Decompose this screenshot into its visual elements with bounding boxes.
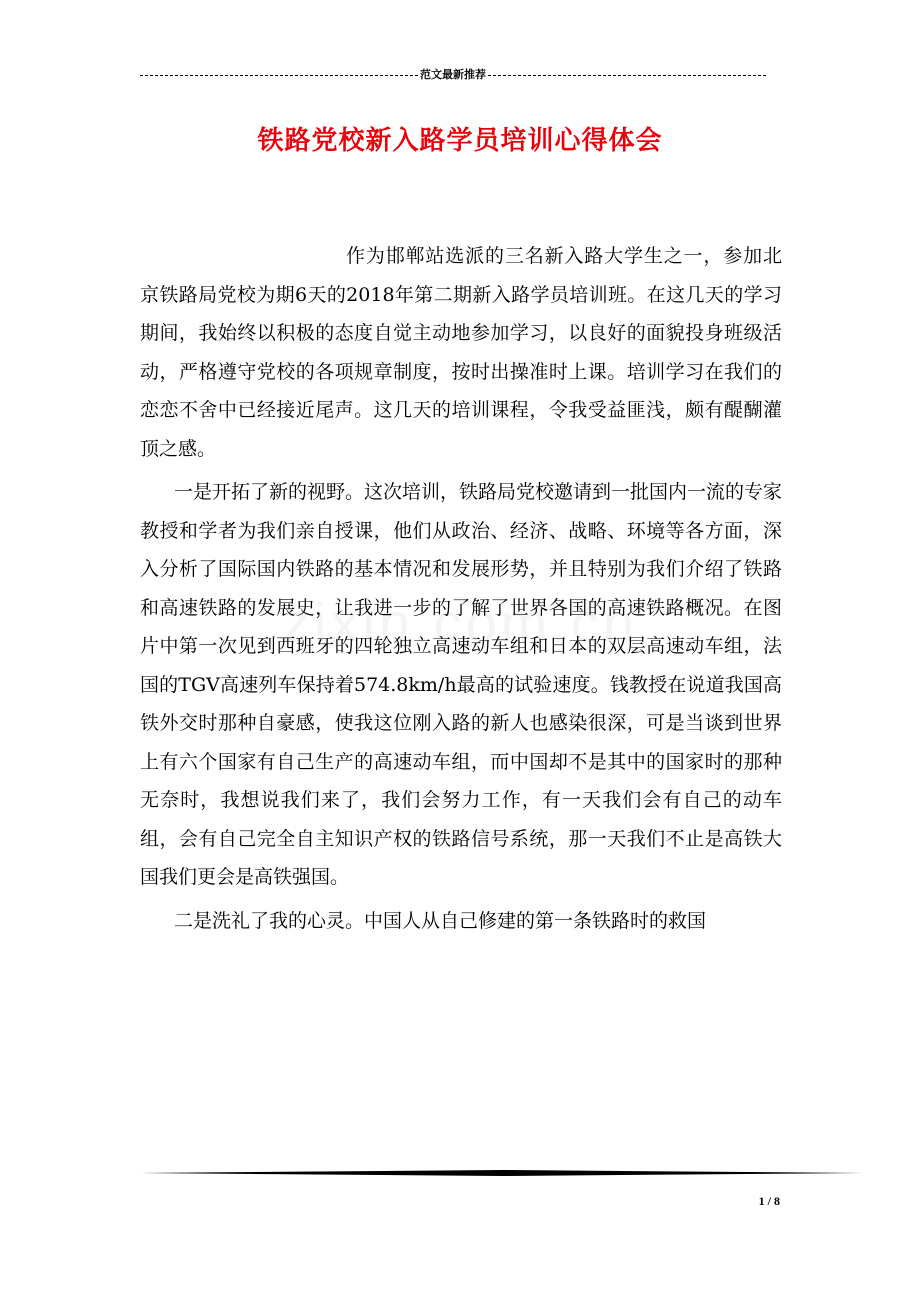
page-header [140,66,766,82]
document-title: 铁路党校新入路学员培训心得体会 [257,126,663,156]
document-body [140,237,782,945]
header-dash-right [488,75,766,76]
paragraph-intro: 作为邯郸站选派的三名新入路大学生之一，参加北京铁路局党校为期6天的2018年第二期新入路学员培训班。在这几天的学习期间，我始终以积极的态度自觉主动地参加学习，以良好的面貌投身班级活动，严格遵守党校的各项规章制度，按时出操准时上课。培训学习在我们的恋恋不舍中已经接近尾声。这几天的培训课程，令我受益匪浅，颇有醍醐灌顶之感。 [140,245,782,460]
paragraph-vision: 一是开拓了新的视野。这次培训，铁路局党校邀请到一批国内一流的专家教授和学者为我们亲自授课，他们从政治、经济、战略、环境等各方面，深入分析了国际国内铁路的基本情况和发展形势，并且特别为我们介绍了铁路和高速铁路的发展史，让我进一步的了解了世界各国的高速铁路概况。在图片中第一次见到西班牙的四轮独立高速动车组和日本的双层高速动车组，法国的TGV高速列车保持着574.8km/h最高的试验速度。钱教授在说道我国高铁外交时那种自豪感，使我这位刚入路的新人也感染很深，可是当谈到世界上有六个国家有自己生产的高速动车组，而中国却不是其中的国家时的那种无奈时，我想说我们来了，我们会努力工作，有一天我们会有自己的动车组，会有自己完全自主知识产权的铁路信号系统，那一天我们不止是高铁大国我们更会是高铁强国。 [140,481,783,888]
paragraph-soul: 二是洗礼了我的心灵。中国人从自己修建的第一条铁路时的救国 [174,909,707,932]
footer-rule [140,1170,864,1176]
header-label: 范文最新推荐 [420,69,486,81]
header-dash-left [140,75,418,76]
page-number: 1 / 8 [758,1194,780,1208]
